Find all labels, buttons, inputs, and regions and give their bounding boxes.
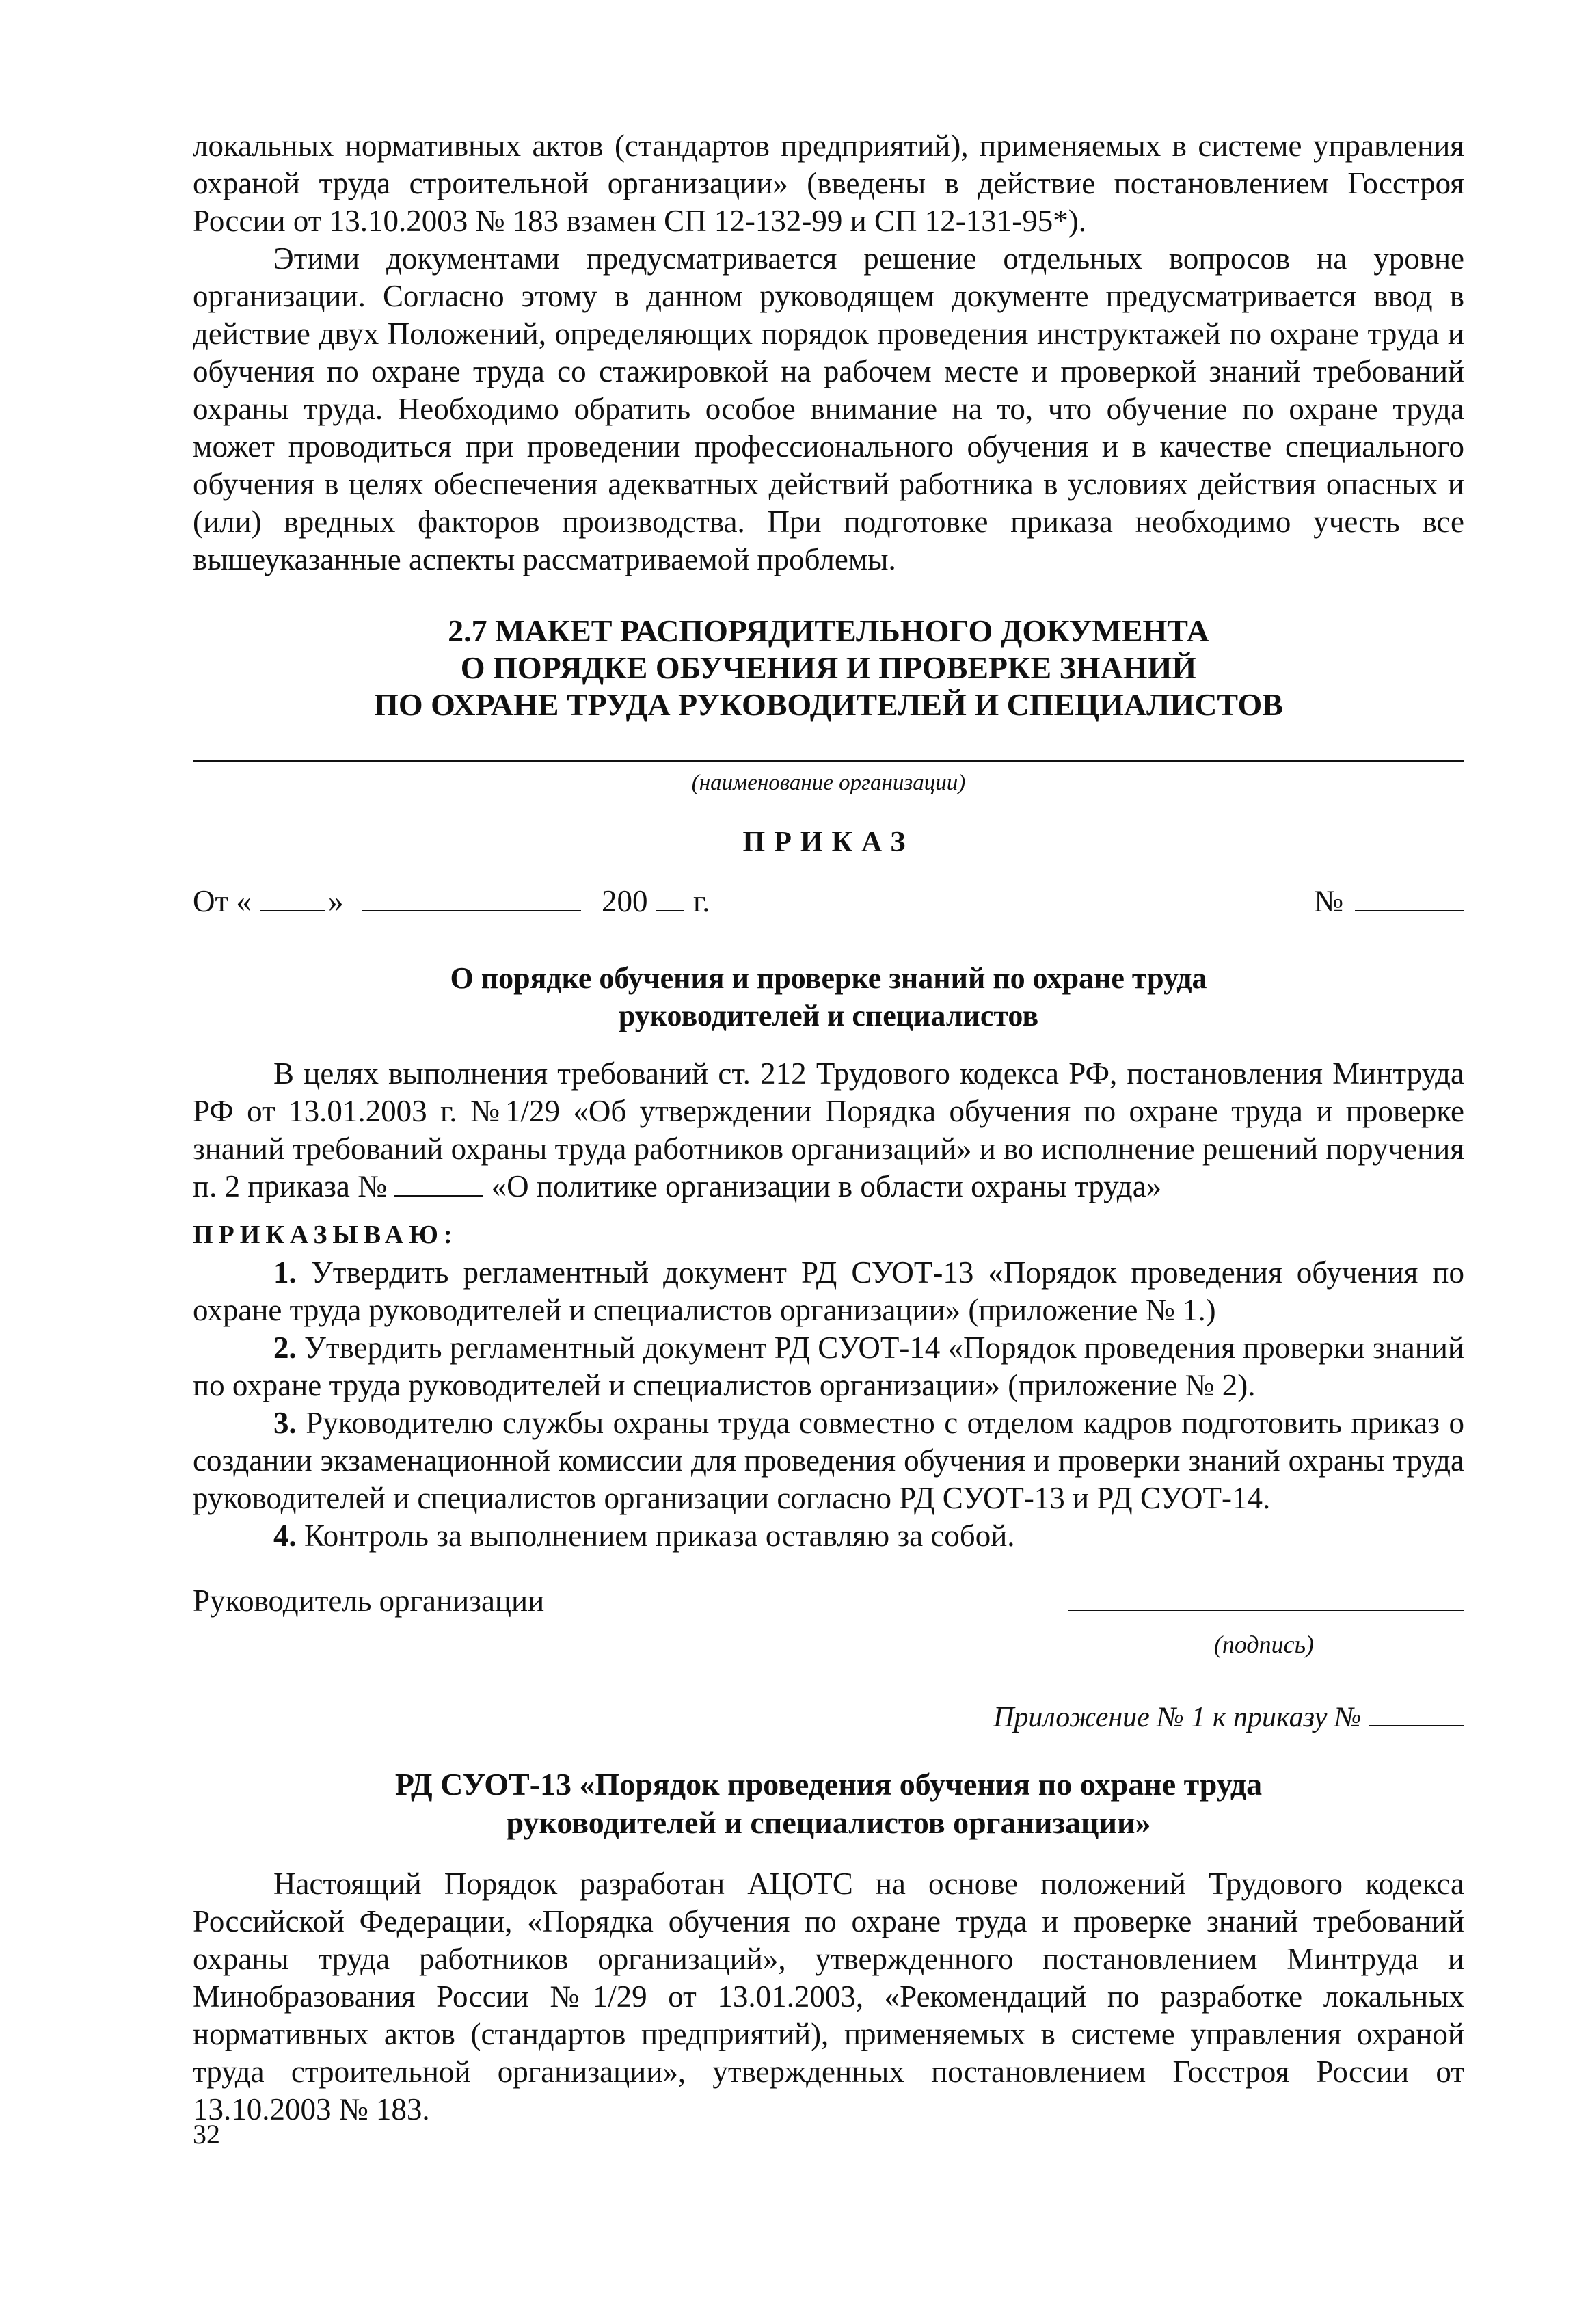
year-suffix: г. (693, 884, 710, 918)
order-ref-blank (394, 1175, 483, 1197)
rd-title-line-1: РД СУОТ-13 «Порядок проведения обучения по охране труда (394, 1767, 1263, 1802)
date-from-label: От « (193, 884, 252, 918)
intro-paragraph-1: локальных нормативных актов (стандартов предприятий), применяемых в системе управления охраной труда строительной организации» (введены в действие постановлением Госстроя России от 13.10.2003 № 183 взамен СП 12-132-99 и СП 12-131-95*). (193, 129, 1464, 238)
signature-line (1068, 1610, 1464, 1611)
appendix-number-blank (1369, 1705, 1464, 1726)
order-item-1-text: Утвердить регламентный документ РД СУОТ-13 «Порядок проведения обучения по охране труда руководителей и специалистов организации» (приложение № 1.) (193, 1255, 1465, 1327)
order-number-label: № (1314, 884, 1343, 918)
document-page (193, 127, 1464, 2128)
day-blank (260, 909, 325, 911)
order-verb: ПРИКАЗЫВАЮ: (193, 1220, 458, 1249)
rd-paragraph: Настоящий Порядок разработан АЦОТС на основе положений Трудового кодекса Российской Федерации, «Порядка обучения по охране труда и проверке знаний требований охраны труда работников организаций», утвержденного постановлением Минтруда и Минобразования России №1/29 от 13.01.2003, «Рекомендаций по разработке локальных нормативных актов (стандартов предприятий), применяемых в системе управления охраной труда строительной организации», утвержденных постановлением Госстроя России от 13.10.2003 № 183. (193, 1867, 1464, 2126)
date-close-quote: » (328, 884, 344, 918)
signature-row (193, 1582, 1464, 1622)
order-subject-line-1: О порядке обучения и проверке знаний по охране труда (450, 961, 1207, 995)
order-item-2-text: Утвердить регламентный документ РД СУОТ-14 «Порядок проведения проверки знаний по охране труда руководителей и специалистов организации» (приложение № 2). (193, 1331, 1464, 1402)
order-subject-line-2: руководителей и специалистов (618, 999, 1039, 1032)
order-item-3 (193, 1404, 1464, 1517)
year-label: 200 (602, 884, 648, 918)
preamble-policy-text: «О политике организации в области охраны труда» (491, 1169, 1162, 1203)
section-heading (193, 613, 1464, 723)
preamble-text: В целях выполнения требований ст. 212 Трудового кодекса РФ, постановления Минтруда РФ от 13.01.2003 г. №1/29 «Об утверждении Порядка обучения по охране труда и проверке знаний требований охраны труда работников организаций» и во исполнение решений поручения п. 2 приказа № (193, 1056, 1464, 1203)
organization-name-caption: (наименование организации) (691, 771, 966, 795)
signature-label: Руководитель организации (193, 1584, 545, 1618)
order-item-3-number: 3. (273, 1406, 297, 1440)
year-blank (656, 909, 684, 911)
appendix-label-text: Приложение № 1 к приказу № (993, 1702, 1362, 1733)
organization-name-line (193, 760, 1464, 762)
order-item-2 (193, 1329, 1464, 1404)
signature-caption: (подпись) (1213, 1631, 1314, 1658)
section-heading-line-2: О ПОРЯДКЕ ОБУЧЕНИЯ И ПРОВЕРКЕ ЗНАНИЙ (460, 650, 1197, 685)
order-item-1 (193, 1254, 1464, 1329)
order-subject (193, 959, 1464, 1034)
order-word: ПРИКАЗ (742, 827, 915, 858)
appendix-label (193, 1699, 1464, 1737)
order-item-4 (193, 1517, 1464, 1555)
page-number: 32 (193, 2119, 220, 2150)
order-date-row (193, 883, 1464, 924)
month-blank (362, 909, 581, 911)
order-item-4-number: 4. (273, 1519, 297, 1553)
intro-paragraph-2: Этими документами предусматривается решение отдельных вопросов на уровне организации. Согласно этому в данном руководящем документе предусматривается ввод в действие двух Положений, определяющих порядок проведения инструктажей по охране труда и обучения по охране труда со стажировкой на рабочем месте и проверкой знаний требований охраны труда. Необходимо обратить особое внимание на то, что обучение по охране труда может проводиться при проведении профессионального обучения и в качестве специального обучения в целях обеспечения адекватных действий работника в условиях действия опасных и (или) вредных факторов производства. При подготовке приказа необходимо учесть все вышеуказанные аспекты рассматриваемой проблемы. (193, 241, 1464, 576)
order-item-3-text: Руководителю службы охраны труда совместно с отделом кадров подготовить приказ о создании экзаменационной комиссии для проведения обучения и проверки знаний охраны труда руководителей и специалистов организации согласно РД СУОТ-13 и РД СУОТ-14. (193, 1406, 1464, 1515)
order-number-blank (1355, 909, 1464, 911)
rd-title-line-2: руководителей и специалистов организации» (506, 1805, 1151, 1840)
order-item-2-number: 2. (273, 1331, 297, 1365)
order-item-4-text: Контроль за выполнением приказа оставляю за собой. (304, 1519, 1015, 1553)
order-preamble (193, 1055, 1464, 1205)
section-heading-line-3: ПО ОХРАНЕ ТРУДА РУКОВОДИТЕЛЕЙ И СПЕЦИАЛИСТОВ (374, 687, 1283, 722)
section-heading-line-1: 2.7 МАКЕТ РАСПОРЯДИТЕЛЬНОГО ДОКУМЕНТА (448, 613, 1209, 648)
order-item-1-number: 1. (273, 1255, 297, 1290)
rd-title (193, 1765, 1464, 1842)
